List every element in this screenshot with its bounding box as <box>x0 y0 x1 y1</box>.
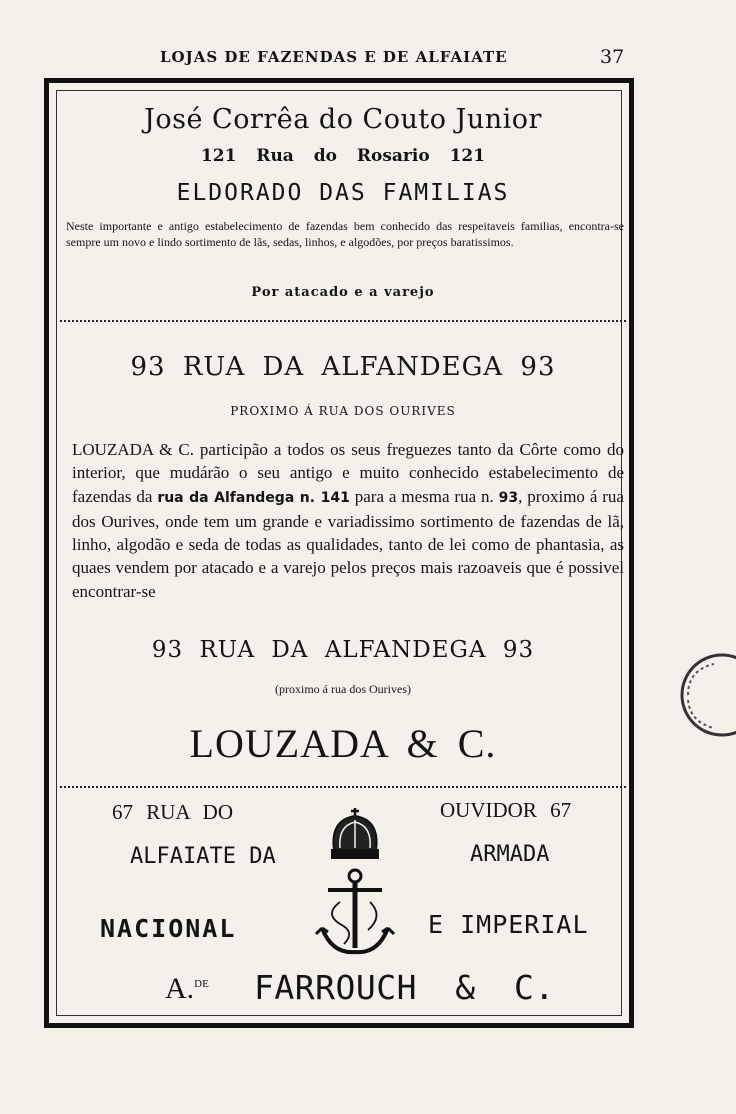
ad3-firm-name: FARROUCH & C. <box>254 968 555 1007</box>
ad3-initial <box>165 972 209 1006</box>
page-number: 37 <box>600 46 625 68</box>
ad2-firm-name: LOUZADA & C. <box>189 721 497 766</box>
ad3-address-left: 67 RUA DO <box>112 800 234 824</box>
ad2-body-text: para a mesma rua n. <box>349 486 499 506</box>
divider-rule <box>60 786 626 788</box>
ad2-near-note: PROXIMO Á RUA DOS OURIVES <box>230 404 456 418</box>
crown-anchor-icon <box>310 806 400 966</box>
ad2-body-bold-number: 93 <box>498 489 519 506</box>
ad3-initial-sup: DE <box>194 978 209 990</box>
ad2-body-text: LOUZADA & C. participão a todos os seus freguezes tanto da Côrte como do interior, que mudárão o seu antigo e muito conhecido estabelecimento de fazendas da <box>72 440 624 506</box>
library-stamp-icon <box>674 650 736 740</box>
ad3-initial-letter: A. <box>165 972 195 1005</box>
running-head <box>0 48 736 70</box>
ad2-street-footer: 93 RUA DA ALFANDEGA 93 <box>151 637 535 663</box>
ad3-line2-right: ARMADA <box>470 842 550 867</box>
ad3-line3-right: E IMPERIAL <box>428 910 589 939</box>
divider-rule <box>60 320 626 322</box>
ad3-address-right: OUVIDOR 67 <box>440 798 572 822</box>
ad2-body-bold-address: rua da Alfandega n. 141 <box>157 489 350 506</box>
ad2-body <box>72 438 624 603</box>
ad1-wholesale-note: Por atacado e a varejo <box>251 285 435 300</box>
ad1-description: Neste importante e antigo estabelecimento de fazendas bem conhecido das respeitaveis familias, encontra-se sempre um novo e lindo sortimento de lãs, sedas, linhos, e algodões, por preços baratissimos. <box>66 219 624 249</box>
ad3-line2-left: ALFAIATE DA <box>130 844 276 869</box>
running-head-title: LOJAS DE FAZENDAS E DE ALFAIATE <box>160 48 508 66</box>
ad3-line3-left: NACIONAL <box>100 914 237 943</box>
ad2-body-text: , proximo á rua dos Ourives, onde tem um grande e variadissimo sortimento de fazendas de lã, linho, algodão e seda de todas as qualidades, tanto de lei como de phantasia, as quaes vendem por atacado e a varejo pelos preços mais razoaveis que é possivel encontrar-se <box>72 486 624 601</box>
ad2-near-footer: (proximo á rua dos Ourives) <box>275 682 411 696</box>
ad1-slogan: ELDORADO DAS FAMILIAS <box>176 180 510 206</box>
ad1-merchant-name: José Corrêa do Couto Junior <box>144 104 542 135</box>
ad2-street-heading: 93 RUA DA ALFANDEGA 93 <box>130 352 556 382</box>
ad1-address: 121 Rua do Rosario 121 <box>200 146 486 166</box>
